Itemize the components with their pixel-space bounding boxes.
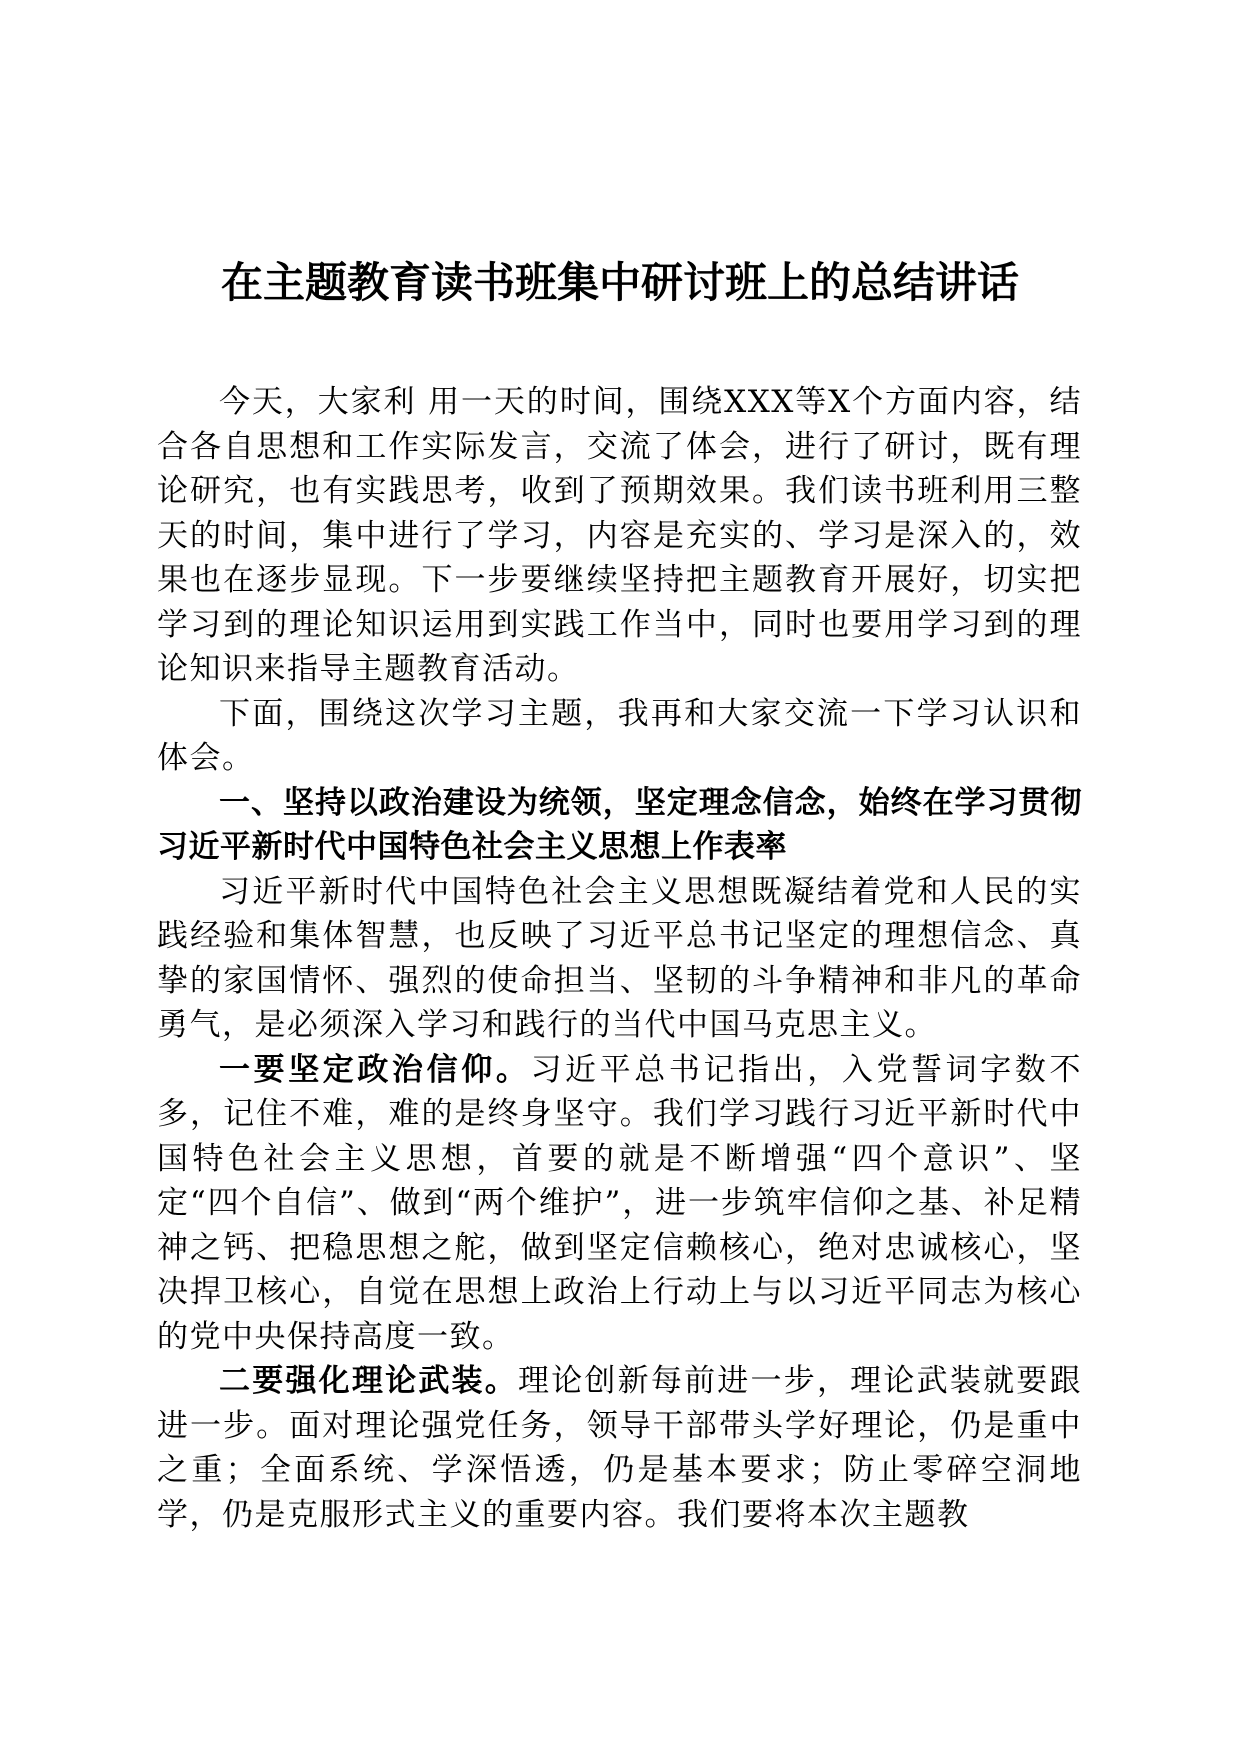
point-1-text: 习近平总书记指出，入党誓词字数不多，记住不难，难的是终身坚守。我们学习践行习近平新时代中国特色社会主义思想，首要的就是不断增强“四个意识”、坚定“四个自信”、做到“两个维护”，进一步筑牢信仰之基、补足精神之钙、把稳思想之舵，做到坚定信赖核心，绝对忠诚核心，坚决捍卫核心，自觉在思想上政治上行动上与以习近平同志为核心的党中央保持高度一致。 <box>157 1051 1082 1355</box>
point-1-lead: 一要坚定政治信仰。 <box>219 1051 531 1088</box>
point-2-lead: 二要强化理论武装。 <box>219 1363 518 1399</box>
document-body <box>157 380 1082 1537</box>
paragraph-transition: 下面，围绕这次学习主题，我再和大家交流一下学习认识和体会。 <box>157 695 1082 776</box>
paragraph-point-2 <box>157 1359 1082 1537</box>
point-2-text: 理论创新每前进一步，理论武装就要跟进一步。面对理论强党任务，领导干部带头学好理论，仍是重中之重；全面系统、学深悟透，仍是基本要求；防止零碎空洞地学，仍是克服形式主义的重要内容。我们要将本次主题教 <box>157 1363 1083 1533</box>
paragraph-point-1 <box>157 1048 1082 1360</box>
paragraph-section-1-intro: 习近平新时代中国特色社会主义思想既凝结着党和人民的实践经验和集体智慧，也反映了习近平总书记坚定的理想信念、真挚的家国情怀、强烈的使命担当、坚韧的斗争精神和非凡的革命勇气，是必须深入学习和践行的当代中国马克思主义。 <box>157 873 1082 1043</box>
section-heading-1: 一、坚持以政治建设为统领，坚定理念信念，始终在学习贯彻习近平新时代中国特色社会主义思想上作表率 <box>157 784 1082 865</box>
paragraph-intro: 今天，大家利 用一天的时间，围绕XXX等X个方面内容，结合各自思想和工作实际发言，交流了体会，进行了研讨，既有理论研究，也有实践思考，收到了预期效果。我们读书班利用三整天的时间，集中进行了学习，内容是充实的、学习是深入的，效果也在逐步显现。下一步要继续坚持把主题教育开展好，切实把学习到的理论知识运用到实践工作当中，同时也要用学习到的理论知识来指导主题教育活动。 <box>157 384 1082 687</box>
document-title: 在主题教育读书班集中研讨班上的总结讲话 <box>220 258 1019 307</box>
